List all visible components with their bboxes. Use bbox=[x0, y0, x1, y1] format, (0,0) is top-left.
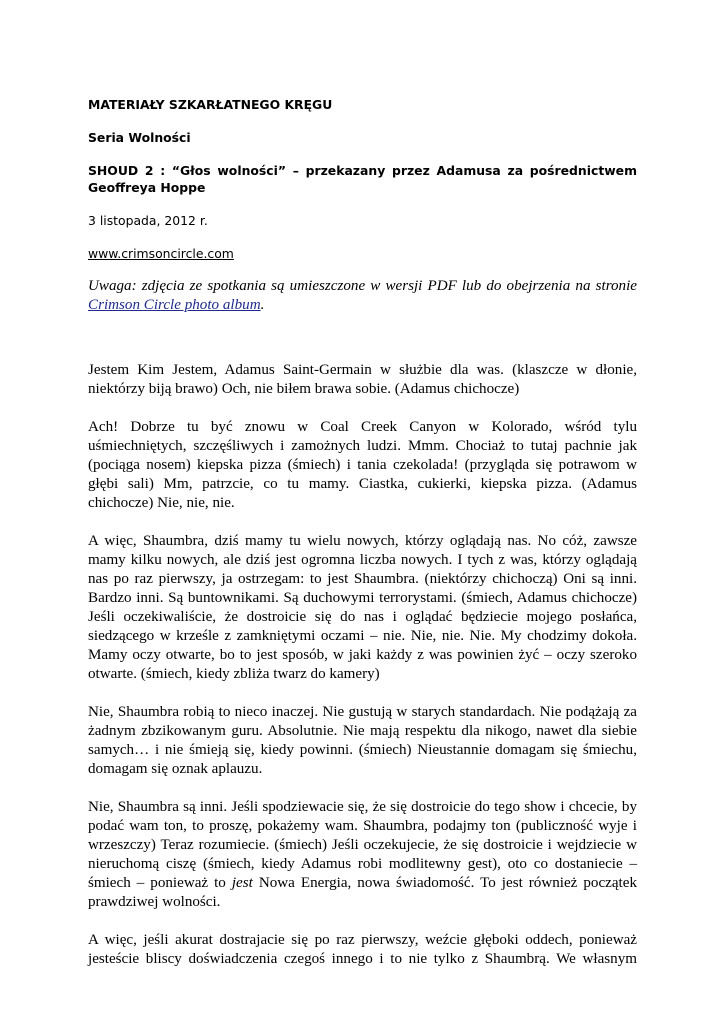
website-paragraph bbox=[88, 245, 637, 262]
paragraph-5-before: Nie, Shaumbra są inni. Jeśli spodziewacie się, że się dostroicie do tego show i chcecie, by podać wam ton, to proszę, pokażemy wam. Shaumbra, podajmy ton (publiczność wyje i wrzeszczy) Teraz rozumiecie. (śmiech) Jeśli oczekujecie, że się dostroicie i wejdziecie w nieruchomą ciszę (śmiech, kiedy Adamus robi modlitewny gest), oto co dostaniecie – śmiech – ponieważ to bbox=[88, 799, 637, 891]
website-link[interactable]: www.crimsoncircle.com bbox=[88, 246, 234, 261]
photo-note-end: . bbox=[260, 297, 265, 313]
date: 3 listopada, 2012 r. bbox=[88, 213, 208, 228]
document-page bbox=[88, 96, 637, 988]
paragraph-5-emphasis: jest bbox=[231, 875, 253, 891]
series-name: Seria Wolności bbox=[88, 130, 191, 145]
paragraph-5 bbox=[88, 798, 637, 912]
paragraph-3: A więc, Shaumbra, dziś mamy tu wielu nowych, którzy oglądają nas. No cóż, zawsze mamy kilku nowych, ale dziś jest ogromna liczba nowych. I tych z was, którzy oglądają nas po raz pierwszy, ja ostrzegam: to jest Shaumbra. (niektórzy chichoczą) Oni są inni. Bardzo inni. Są buntownikami. Są duchowymi terrorystami. (śmiech, Adamus chichocze) Jeśli oczekiwaliście, że dostroicie się do nas i oglądać będziecie mojego posłańca, siedzącego w krześle z zamkniętymi oczami – nie. Nie, nie. Nie. My chodzimy dokoła. Mamy oczy otwarte, bo to jest sposób, w jaki każdy z was powinien żyć – oczy szeroko otwarte. (śmiech, kiedy zbliża twarz do kamery) bbox=[88, 533, 637, 682]
shoud-title: SHOUD 2 : “Głos wolności” – przekazany przez Adamusa za pośrednictwem Geoffreya Hoppe bbox=[88, 163, 637, 195]
photo-note-text: Uwaga: zdjęcia ze spotkania są umieszczone w wersji PDF lub do obejrzenia na stronie bbox=[88, 278, 637, 294]
paragraph-1: Jestem Kim Jestem, Adamus Saint-Germain w służbie dla was. (klaszcze w dłonie, niektórzy biją brawo) Och, nie biłem brawa sobie. (Adamus chichocze) bbox=[88, 362, 637, 397]
paragraph-2: Ach! Dobrze tu być znowu w Coal Creek Canyon w Kolorado, wśród tylu uśmiechniętych, szczęśliwych i zamożnych ludzi. Mmm. Chociaż to tutaj pachnie jak (pociąga nosem) kiepska pizza (śmiech) i tania czekolada! (przygląda się potrawom w głębi sali) Mm, patrzcie, co tu mamy. Ciastka, cukierki, kiepska pizza. (Adamus chichocze) Nie, nie, nie. bbox=[88, 419, 637, 511]
photo-note bbox=[88, 277, 637, 315]
paragraph-6: A więc, jeśli akurat dostrajacie się po raz pierwszy, weźcie głęboki oddech, ponieważ jesteście bliscy doświadczenia czegoś innego i to nie tylko z Shaumbrą. We własnym bbox=[88, 932, 637, 967]
photo-album-link[interactable]: Crimson Circle photo album bbox=[88, 297, 261, 313]
paragraph-5-after: Nowa Energia, nowa świadomość. To jest również początek prawdziwej wolności. bbox=[88, 875, 637, 910]
series-title: MATERIAŁY SZKARŁATNEGO KRĘGU bbox=[88, 97, 333, 112]
paragraph-4: Nie, Shaumbra robią to nieco inaczej. Nie gustują w starych standardach. Nie podążają za żadnym zbzikowanym guru. Absolutnie. Nie mają respektu dla nikogo, nawet dla siebie samych… i nie śmieją się, kiedy powinni. (śmiech) Nieustannie domagam się śmiechu, domagam się oznak aplauzu. bbox=[88, 704, 637, 777]
